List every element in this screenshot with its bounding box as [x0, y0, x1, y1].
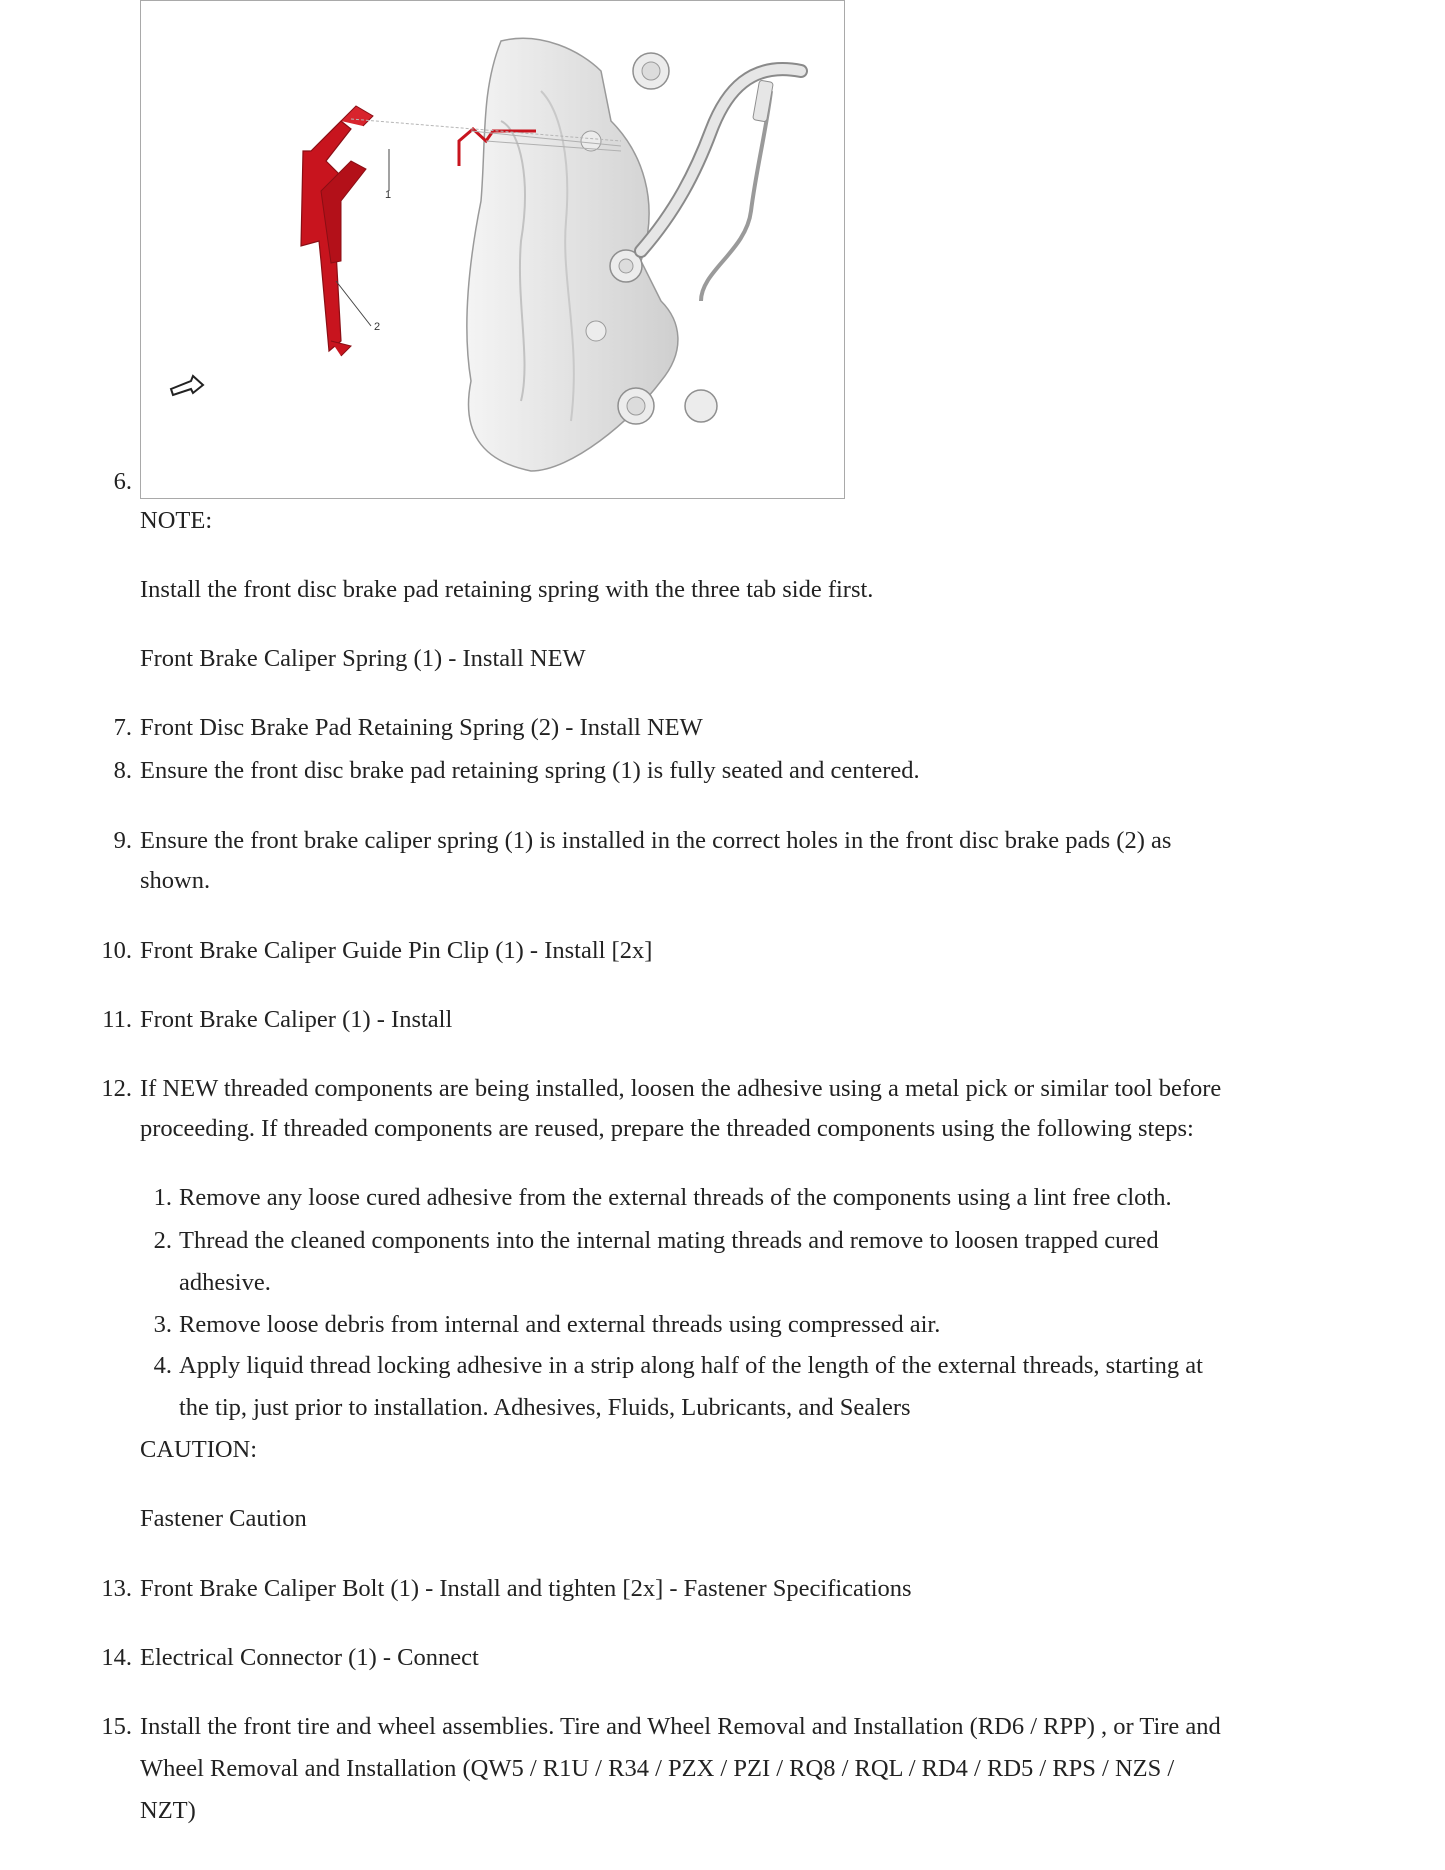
substep-text-line-2: adhesive. — [179, 1269, 271, 1296]
step-text: Ensure the front disc brake pad retaining spring (1) is fully seated and centered. — [140, 757, 920, 784]
step-text-line-1: Ensure the front brake caliper spring (1) is installed in the correct holes in the front disc brake pads (2) as — [140, 827, 1172, 854]
step-number: 14. — [101, 1644, 132, 1671]
step-number: 8. — [113, 757, 132, 784]
step-text: Front Disc Brake Pad Retaining Spring (2) - Install NEW — [140, 714, 703, 741]
caution-label: CAUTION: — [140, 1436, 258, 1463]
retaining-spring-part-2 — [301, 106, 373, 356]
step-text-line-1: Install the front tire and wheel assemblies. Tire and Wheel Removal and Installation (RD6 / RPP) , or Tire and — [140, 1713, 1221, 1740]
step-number: 13. — [101, 1575, 132, 1602]
substep-text: Remove any loose cured adhesive from the external threads of the components using a lint free cloth. — [179, 1184, 1172, 1211]
step-number: 12. — [101, 1075, 132, 1102]
substep-text-line-2: the tip, just prior to installation. Adhesives, Fluids, Lubricants, and Sealers — [179, 1394, 911, 1421]
step-number: 9. — [113, 827, 132, 854]
step-number: 11. — [102, 1006, 132, 1033]
step-text-line-3: NZT) — [140, 1797, 196, 1824]
step-text: Front Brake Caliper Guide Pin Clip (1) - Install [2x] — [140, 937, 653, 964]
substep-number: 1. — [153, 1184, 172, 1211]
step-text: Electrical Connector (1) - Connect — [140, 1644, 479, 1671]
step-number: 10. — [101, 937, 132, 964]
substep-text: Remove loose debris from internal and external threads using compressed air. — [179, 1311, 941, 1338]
step-6-figure — [140, 0, 845, 499]
substep-text-line-1: Apply liquid thread locking adhesive in a strip along half of the length of the external threads, starting at — [179, 1352, 1203, 1379]
step-text: Front Brake Caliper Spring (1) - Install NEW — [140, 645, 586, 672]
step-text-line-2: proceeding. If threaded components are reused, prepare the threaded components using the following steps: — [140, 1115, 1194, 1142]
callout-1: 1 — [385, 189, 392, 201]
view-arrow-icon — [171, 376, 203, 395]
step-text: Front Brake Caliper (1) - Install — [140, 1006, 453, 1033]
step-text-line-2: shown. — [140, 867, 211, 894]
step-text: Front Brake Caliper Bolt (1) - Install and tighten [2x] - Fastener Specifications — [140, 1575, 912, 1602]
substep-text-line-1: Thread the cleaned components into the internal mating threads and remove to loosen trapped cured — [179, 1227, 1159, 1254]
step-number: 7. — [113, 714, 132, 741]
step-number: 6. — [113, 468, 132, 495]
step-number: 15. — [101, 1713, 132, 1740]
substep-number: 2. — [153, 1227, 172, 1254]
brake-caliper-illustration — [141, 1, 843, 497]
substep-number: 4. — [153, 1352, 172, 1379]
step-text-line-2: Wheel Removal and Installation (QW5 / R1U / R34 / PZX / PZI / RQ8 / RQL / RD4 / RD5 / RPS / NZS / — [140, 1755, 1175, 1782]
note-label: NOTE: — [140, 507, 213, 534]
substep-number: 3. — [153, 1311, 172, 1338]
callout-2: 2 — [374, 321, 381, 333]
step-text-line-1: If NEW threaded components are being installed, loosen the adhesive using a metal pick or similar tool before — [140, 1075, 1222, 1102]
caution-text: Fastener Caution — [140, 1505, 307, 1532]
note-text: Install the front disc brake pad retaining spring with the three tab side first. — [140, 576, 874, 603]
